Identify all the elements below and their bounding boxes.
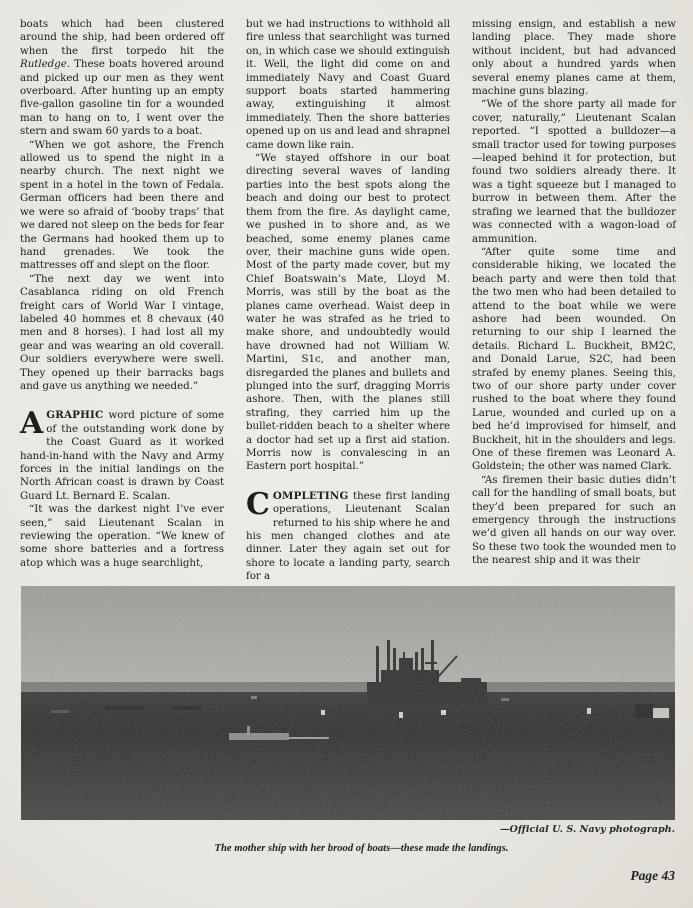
photo-credit: —Official U. S. Navy photograph. (499, 824, 675, 835)
section-lead-paragraph (20, 406, 224, 503)
paragraph: “After quite some time and considerable hiking, we located the beach party and were then told that the two men who had been detailed to attend to the boat while we were ashore had been wounded. On returning to our ship I learned the details. Richard L. Buckheit, BM2C, and Donald Larue, S2C, had been strafed by enemy planes. Seeing this, two of our shore party under cover rushed to the boat where they found Larue, wounded and curled up on a bed he’d improvised for himself, and Buckheit, hit in the shoulders and legs. One of these firemen was Leonard A. Goldstein; the other was named Clark. (472, 245, 676, 473)
text: . These boats hovered around and picked up our men as they went overboard. After hunting up an empty five-gallon gasoline tin for a wounded man to hang on to, I went over the stern and swam 60 yards to a boat. (20, 58, 224, 138)
lead-caps: GRAPHIC (46, 409, 104, 422)
lead-caps: OMPLETING (272, 489, 349, 502)
article-column-3 (472, 18, 676, 578)
page-number: Page 43 (630, 868, 675, 883)
article-column-2 (246, 18, 450, 583)
navy-photograph (21, 586, 675, 820)
text: word picture of some of the outstanding work done by the Coast Guard as it worked hand-in-hand with the Navy and Army forces in the initial landings on the North African coast is drawn by Coast Guard Lt. Bernard E. Scalan. (20, 409, 224, 502)
photo-caption: The mother ship with her brood of boats—these made the landings. (214, 843, 509, 854)
paragraph: “We stayed offshore in our boat directing several waves of landing parties into the best spots along the beach and doing our best to protect them from the fire. As daylight came, we pushed in to shore and, as we beached, some enemy planes came over, their machine guns wide open. Most of the party made cover, but my Chief Boatswain’s Mate, Lloyd M. Morris, was still by the boat as the planes came overhead. Waist deep in water he was strafed as he tried to make shore, and undoubtedly would have drowned had not William W. Martini, S1c, and another man, disregarded the planes and bullets and plunged into the surf, dragging Morris ashore. Then, with the planes still strafing, they carried him up the bullet-ridden beach to a shelter where a doctor had set up a first aid station. Morris now is convalescing in an Eastern port hospital.” (246, 152, 450, 473)
section-lead-paragraph (246, 486, 450, 584)
article-column-1 (20, 18, 224, 578)
paragraph: “It was the darkest night I’ve ever seen,” said Lieutenant Scalan in reviewing the operation. “We knew of some shore batteries and a fortress atop which was a huge searchlight, (20, 503, 224, 569)
paragraph (20, 18, 224, 139)
paragraph: “As firemen their basic duties didn’t call for the handling of small boats, but they’d been prepared for such an emergency through the instructions we’d given all hands on our way over. So these two took the wounded men to the nearest ship and it was their (472, 473, 676, 567)
paragraph: “When we got ashore, the French allowed us to spend the night in a nearby church. The next night we spent in a hotel in the town of Fedala. German officers had been there and we were so afraid of ‘booby traps’ that we dared not sleep on the beds for fear the Germans had hooked them up to hand grenades. We took the mattresses off and slept on the floor. (20, 138, 224, 272)
drop-cap: C (246, 486, 270, 522)
text: these first landing operations, Lieutenant Scalan returned to his ship where he and his men changed clothes and ate dinner. Later they again set out for shore to locate a landing party, search for a (246, 489, 450, 583)
article-columns (20, 18, 676, 583)
text: boats which had been clustered around the ship, had been ordered off when the first torpedo hit the (20, 18, 224, 57)
paragraph: “The next day we went into Casablanca riding on old French freight cars of World War I vintage, labeled 40 hommes et 8 chevaux (40 men and 8 horses). I had lost all my gear and was wearing an old coverall. Our soldiers everywhere were swell. They opened up their barracks bags and gave us anything we needed.” (20, 272, 224, 392)
film-grain (21, 586, 675, 820)
ship-name: Rutledge (20, 58, 67, 71)
drop-cap: A (20, 406, 44, 442)
ship-and-boats-photo (21, 586, 675, 820)
paragraph: “We of the shore party all made for cover, naturally,” Lieutenant Scalan reported. “I spotted a bulldozer—a small tractor used for towing purposes—leaped behind it for protection, but found two soldiers already there. It was a tight squeeze but I managed to burrow in between them. After the strafing we learned that the bulldozer was connected with a wagon-load of ammunition. (472, 98, 676, 245)
paragraph: but we had instructions to withhold all fire unless that searchlight was turned on, in which case we should extinguish it. Well, the light did come on and immediately Navy and Coast Guard support boats started hammering away, extinguishing it almost immediately. Then the shore batteries opened up on us and lead and shrapnel came down like rain. (246, 18, 450, 151)
paragraph: missing ensign, and establish a new landing place. They made shore without incident, but had advanced only about a hundred yards when several enemy planes came at them, machine guns blazing. (472, 18, 676, 98)
